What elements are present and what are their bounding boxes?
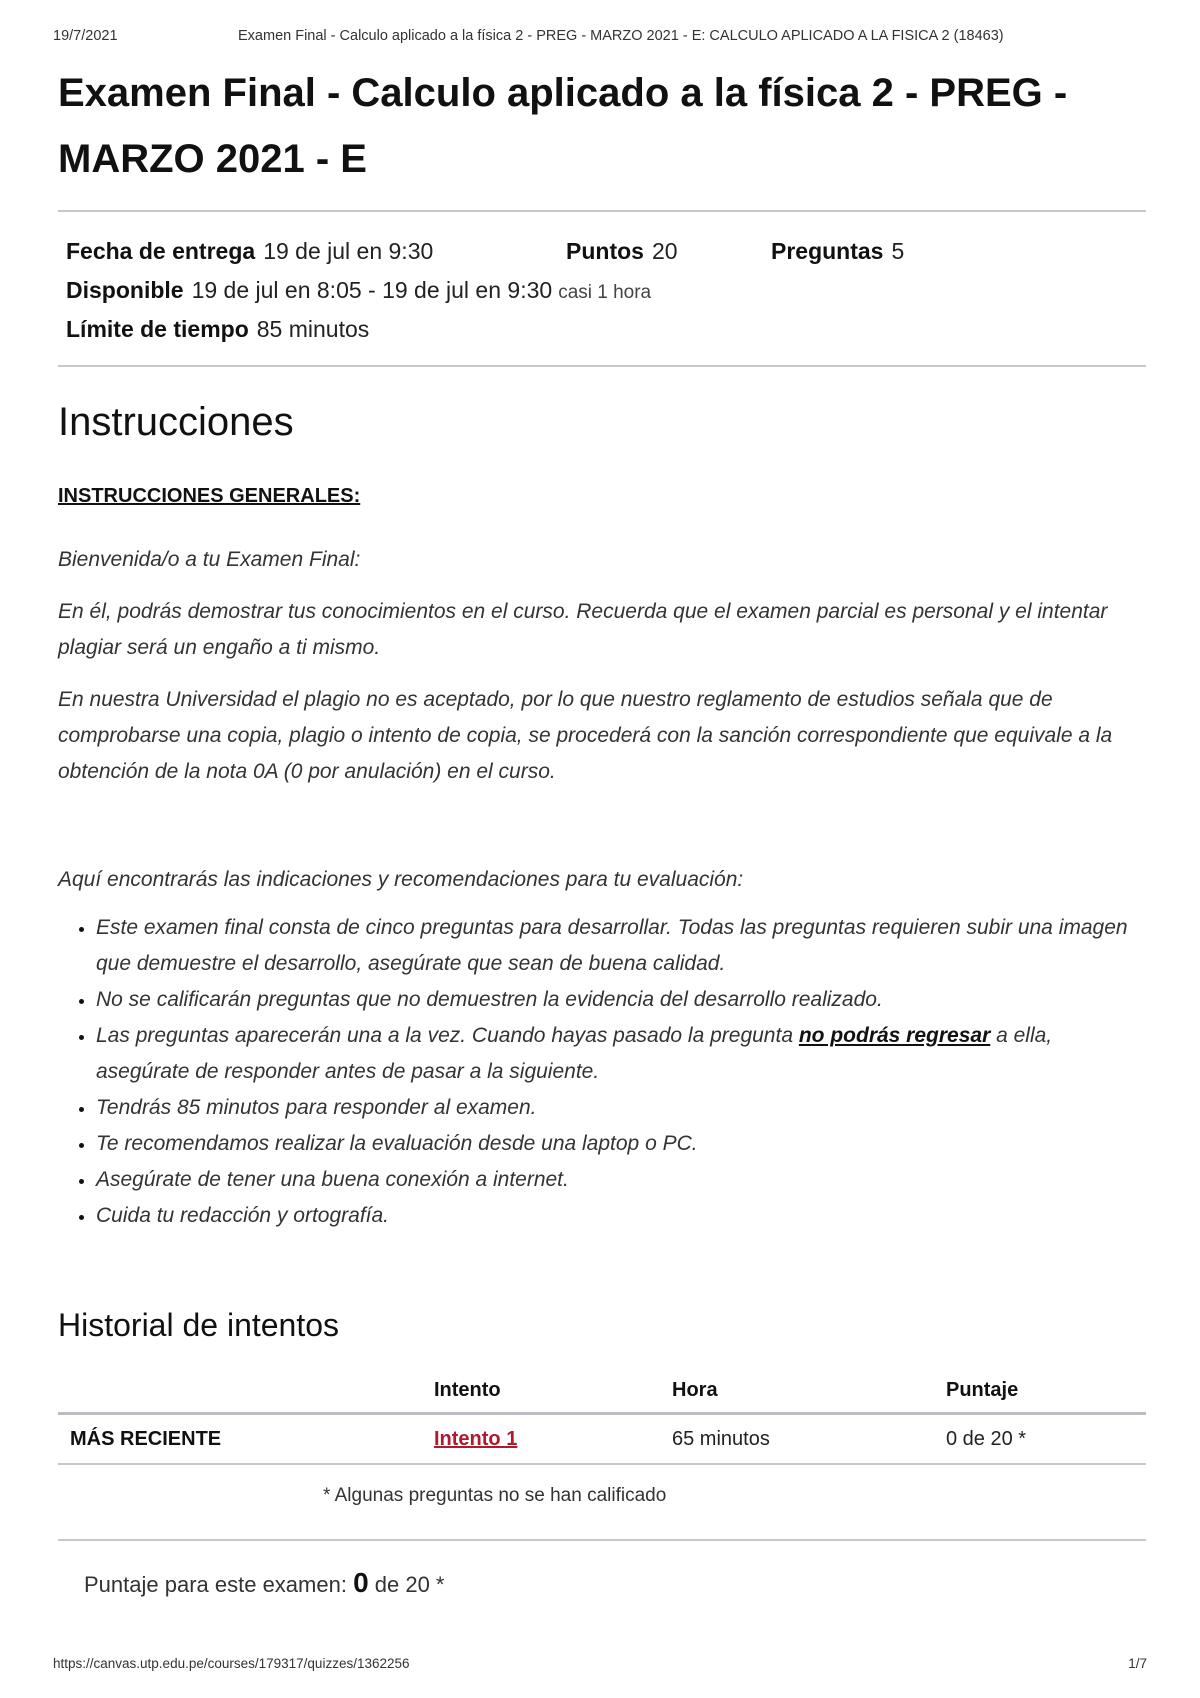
details-row-3 xyxy=(66,310,1146,349)
print-page-title: Examen Final - Calculo aplicado a la física 2 - PREG - MARZO 2021 - E: CALCULO APLICADO A LA FISICA 2 (18463) xyxy=(238,28,1004,44)
time-limit-value: 85 minutos xyxy=(256,316,370,342)
page-number: 1/7 xyxy=(1128,1656,1147,1671)
grading-note: * Algunas preguntas no se han calificado xyxy=(323,1485,667,1506)
list-item: • No se calificarán preguntas que no demuestren la evidencia del desarrollo realizado. xyxy=(96,982,1146,1018)
attempt-history-heading: Historial de intentos xyxy=(58,1307,340,1343)
attempt-history-table xyxy=(58,1368,1146,1465)
due-label: Fecha de entrega xyxy=(66,238,256,264)
list-item xyxy=(96,1018,1146,1090)
column-header-time: Hora xyxy=(660,1368,934,1414)
column-header-score: Puntaje xyxy=(934,1368,1146,1414)
attempt-time: 65 minutos xyxy=(660,1414,934,1465)
quiz-score-summary xyxy=(58,1567,1146,1599)
list-item-text: Las preguntas aparecerán una a la vez. Cuando hayas pasado la pregunta xyxy=(96,1024,799,1047)
details-row-1 xyxy=(66,232,1146,271)
list-item-text: a ella, asegúrate de responder antes de pasar a la siguiente. xyxy=(96,1024,1053,1083)
attempt-cell xyxy=(422,1414,660,1465)
attempt-link[interactable]: Intento 1 xyxy=(434,1427,518,1450)
questions-label: Preguntas xyxy=(771,238,884,264)
instructions-heading: Instrucciones xyxy=(58,400,294,444)
quiz-content xyxy=(58,60,1146,1599)
welcome-text: Bienvenida/o a tu Examen Final: xyxy=(58,548,361,571)
emphasis-text: no podrás regresar xyxy=(798,1024,991,1047)
list-item: • Este examen final consta de cinco preguntas para desarrollar. Todas las preguntas requieren subir una imagen que demuestre el desarrollo, asegúrate que sean de buena calidad. xyxy=(96,910,1146,982)
quiz-title: Examen Final - Calculo aplicado a la física 2 - PREG - MARZO 2021 - E xyxy=(58,71,1068,181)
points-value: 20 xyxy=(651,238,678,264)
score-suffix: de 20 * xyxy=(368,1572,445,1597)
table-header-empty xyxy=(58,1368,422,1414)
instructions-paragraph: Aquí encontrarás las indicaciones y recomendaciones para tu evaluación: xyxy=(58,868,744,891)
details-row-2 xyxy=(66,271,1146,310)
points-label: Puntos xyxy=(566,238,644,264)
quiz-details xyxy=(58,212,1146,365)
divider xyxy=(58,1539,1146,1541)
available-note: casi 1 hora xyxy=(558,282,652,303)
column-header-attempt: Intento xyxy=(422,1368,660,1414)
time-limit-label: Límite de tiempo xyxy=(66,316,249,342)
instructions-list xyxy=(58,910,1146,1234)
attempt-score: 0 de 20 * xyxy=(934,1414,1146,1465)
general-instructions-heading: INSTRUCCIONES GENERALES: xyxy=(58,485,361,507)
available-label: Disponible xyxy=(66,277,184,303)
list-item: • Te recomendamos realizar la evaluación desde una laptop o PC. xyxy=(96,1126,1146,1162)
page-url: https://canvas.utp.edu.pe/courses/179317/quizzes/1362256 xyxy=(53,1656,410,1671)
print-date: 19/7/2021 xyxy=(53,28,118,44)
available-value: 19 de jul en 8:05 - 19 de jul en 9:30 xyxy=(191,277,553,303)
divider xyxy=(58,365,1146,367)
instructions-paragraph: En nuestra Universidad el plagio no es aceptado, por lo que nuestro reglamento de estudios señala que de comprobarse una copia, plagio o intento de copia, se procederá con la sanción correspondiente que equivale a la obtención de la nota 0A (0 por anulación) en el curso. xyxy=(58,688,1113,783)
questions-value: 5 xyxy=(891,238,905,264)
attempt-row-label: MÁS RECIENTE xyxy=(58,1414,422,1465)
instructions-paragraph: En él, podrás demostrar tus conocimientos en el curso. Recuerda que el examen parcial es personal y el intentar plagiar será un engaño a ti mismo. xyxy=(58,600,1108,659)
list-item: • Asegúrate de tener una buena conexión a internet. xyxy=(96,1162,1146,1198)
due-value: 19 de jul en 9:30 xyxy=(263,238,434,264)
list-item: • Tendrás 85 minutos para responder al examen. xyxy=(96,1090,1146,1126)
score-prefix: Puntaje para este examen: xyxy=(84,1572,354,1597)
table-row xyxy=(58,1414,1146,1465)
list-item: • Cuida tu redacción y ortografía. xyxy=(96,1198,1146,1234)
table-header-row xyxy=(58,1368,1146,1414)
score-value: 0 xyxy=(353,1567,369,1598)
